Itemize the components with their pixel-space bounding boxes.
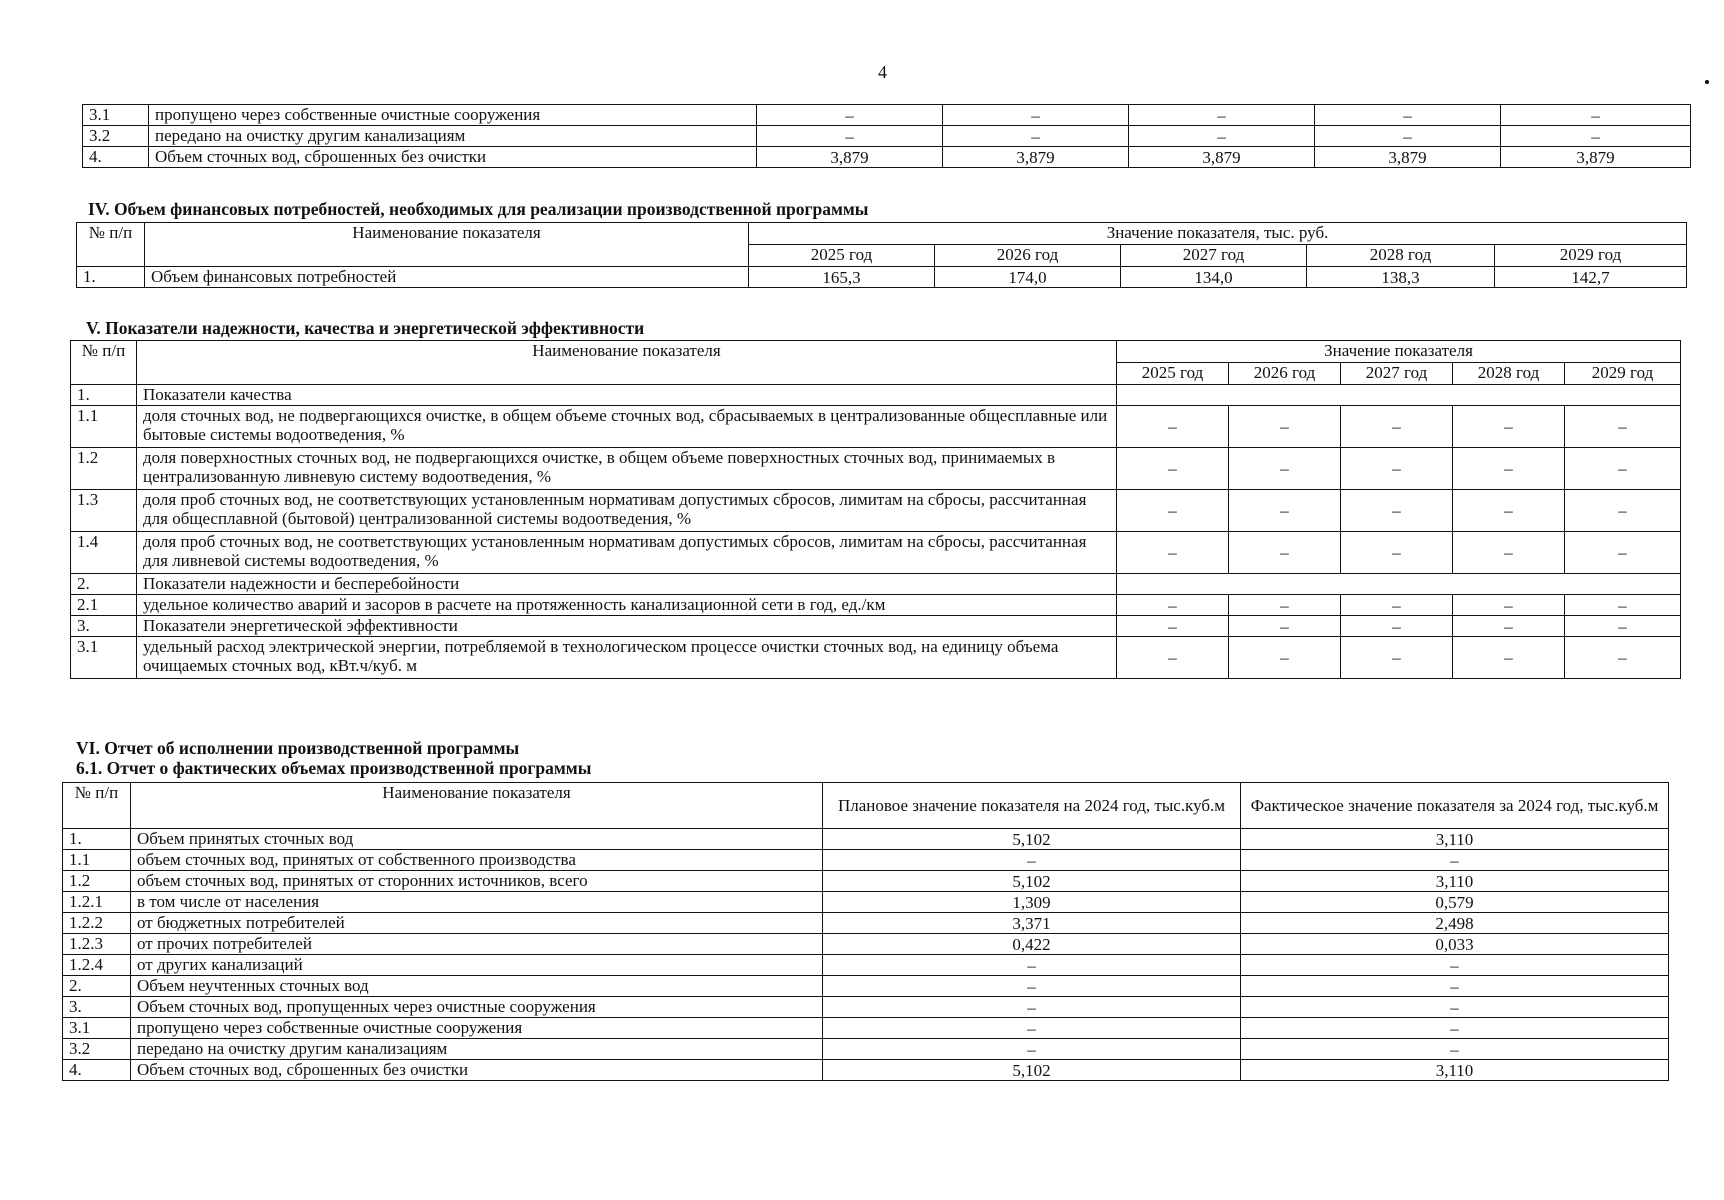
row-value: –	[1565, 616, 1681, 637]
row-name: передано на очистку другим канализациям	[149, 126, 757, 147]
row-value: –	[1453, 448, 1565, 490]
year-header: 2027 год	[1341, 363, 1453, 385]
row-plan-value: 5,102	[823, 1060, 1241, 1081]
row-value: –	[1129, 126, 1315, 147]
row-value: –	[1341, 637, 1453, 679]
row-number: 3.1	[63, 1018, 131, 1039]
row-fact-value: –	[1241, 1018, 1669, 1039]
row-value: –	[1229, 406, 1341, 448]
row-name: доля поверхностных сточных вод, не подвергающихся очистке, в общем объеме поверхностных сточных вод, принимаемых в централизованную ливневую систему водоотведения, %	[137, 448, 1117, 490]
row-number: 1.2.2	[63, 913, 131, 934]
year-header: 2029 год	[1495, 245, 1687, 267]
row-value: –	[1341, 595, 1453, 616]
section6-subtitle: 6.1. Отчет о фактических объемах производственной программы	[76, 758, 592, 778]
row-name: пропущено через собственные очистные сооружения	[149, 105, 757, 126]
row-plan-value: –	[823, 850, 1241, 871]
section5-title: V. Показатели надежности, качества и энергетической эффективности	[86, 318, 645, 338]
year-header: 2027 год	[1121, 245, 1307, 267]
row-value: 3,879	[1501, 147, 1691, 168]
row-value: –	[1229, 448, 1341, 490]
row-value: –	[1501, 126, 1691, 147]
row-name: доля проб сточных вод, не соответствующих установленным нормативам допустимых сбросов, лимитам на сбросы, рассчитанная для общесплавной (бытовой) централизованной системы водоотведения, %	[137, 490, 1117, 532]
table-row	[63, 955, 1669, 976]
row-plan-value: 3,371	[823, 913, 1241, 934]
table-row	[63, 1060, 1669, 1081]
row-value: –	[757, 105, 943, 126]
row-value: 142,7	[1495, 267, 1687, 288]
section6-header-fact: Фактическое значение показателя за 2024 год, тыс.куб.м	[1241, 783, 1669, 829]
row-plan-value: 1,309	[823, 892, 1241, 913]
row-plan-value: –	[823, 1018, 1241, 1039]
table-row	[71, 490, 1681, 532]
row-value: –	[1341, 448, 1453, 490]
row-fact-value: –	[1241, 997, 1669, 1018]
row-number: 2.	[63, 976, 131, 997]
row-name: доля сточных вод, не подвергающихся очистке, в общем объеме сточных вод, сбрасываемых в централизованные общесплавные или бытовые системы водоотведения, %	[137, 406, 1117, 448]
year-header: 2029 год	[1565, 363, 1681, 385]
year-header: 2025 год	[1117, 363, 1229, 385]
row-value: –	[1341, 406, 1453, 448]
section6-header-name: Наименование показателя	[131, 783, 823, 829]
page-number: 4	[878, 62, 887, 82]
row-name: объем сточных вод, принятых от сторонних источников, всего	[131, 871, 823, 892]
empty-cell	[1117, 385, 1681, 406]
row-value: –	[943, 126, 1129, 147]
section5-header-name: Наименование показателя	[137, 341, 1117, 385]
row-value: –	[1117, 406, 1229, 448]
row-name: объем сточных вод, принятых от собственного производства	[131, 850, 823, 871]
row-number: 1.1	[71, 406, 137, 448]
table-row	[63, 871, 1669, 892]
row-number: 2.	[71, 574, 137, 595]
row-name: в том числе от населения	[131, 892, 823, 913]
row-plan-value: –	[823, 976, 1241, 997]
year-header: 2025 год	[749, 245, 935, 267]
row-number: 3.2	[63, 1039, 131, 1060]
row-number: 1.	[71, 385, 137, 406]
row-plan-value: –	[823, 955, 1241, 976]
table-row	[71, 532, 1681, 574]
row-number: 3.1	[83, 105, 149, 126]
table-row	[63, 976, 1669, 997]
row-number: 3.	[71, 616, 137, 637]
section5-table	[70, 340, 1681, 679]
year-header: 2028 год	[1453, 363, 1565, 385]
table-row	[63, 1039, 1669, 1060]
row-plan-value: 5,102	[823, 829, 1241, 850]
row-value: –	[1341, 532, 1453, 574]
table-row	[71, 595, 1681, 616]
table-row	[71, 637, 1681, 679]
row-name: Объем принятых сточных вод	[131, 829, 823, 850]
table-row	[63, 892, 1669, 913]
row-value: –	[1229, 532, 1341, 574]
table-row	[63, 1018, 1669, 1039]
row-number: 2.1	[71, 595, 137, 616]
row-fact-value: 3,110	[1241, 871, 1669, 892]
row-fact-value: 3,110	[1241, 829, 1669, 850]
row-number: 1.3	[71, 490, 137, 532]
row-value: 3,879	[943, 147, 1129, 168]
row-value: 174,0	[935, 267, 1121, 288]
row-number: 1.2	[63, 871, 131, 892]
section4-table	[76, 222, 1687, 288]
row-value: –	[1229, 595, 1341, 616]
row-value: 3,879	[1129, 147, 1315, 168]
row-fact-value: –	[1241, 850, 1669, 871]
table-row	[71, 574, 1681, 595]
row-value: 3,879	[1315, 147, 1501, 168]
section5-header-num: № п/п	[71, 341, 137, 385]
row-fact-value: 0,579	[1241, 892, 1669, 913]
table-row	[71, 616, 1681, 637]
row-value: 3,879	[757, 147, 943, 168]
row-value: –	[1453, 406, 1565, 448]
row-name: Объем неучтенных сточных вод	[131, 976, 823, 997]
row-number: 4.	[83, 147, 149, 168]
row-value: 165,3	[749, 267, 935, 288]
year-header: 2028 год	[1307, 245, 1495, 267]
row-value: –	[1117, 616, 1229, 637]
scan-dot	[1705, 80, 1709, 84]
row-value: –	[1565, 406, 1681, 448]
row-value: –	[1565, 595, 1681, 616]
section6-header-plan: Плановое значение показателя на 2024 год, тыс.куб.м	[823, 783, 1241, 829]
row-name: пропущено через собственные очистные сооружения	[131, 1018, 823, 1039]
row-name: доля проб сточных вод, не соответствующих установленным нормативам допустимых сбросов, лимитам на сбросы, рассчитанная для ливневой системы водоотведения, %	[137, 532, 1117, 574]
year-header: 2026 год	[1229, 363, 1341, 385]
row-number: 1.	[63, 829, 131, 850]
row-value: –	[1117, 448, 1229, 490]
year-header: 2026 год	[935, 245, 1121, 267]
row-value: –	[1341, 490, 1453, 532]
row-number: 3.2	[83, 126, 149, 147]
table-row	[71, 406, 1681, 448]
top-table	[82, 104, 1691, 168]
row-value: –	[1565, 490, 1681, 532]
row-number: 1.2.1	[63, 892, 131, 913]
row-number: 3.1	[71, 637, 137, 679]
row-fact-value: –	[1241, 1039, 1669, 1060]
empty-cell	[1117, 574, 1681, 595]
row-number: 1.2.3	[63, 934, 131, 955]
row-value: –	[1565, 532, 1681, 574]
row-plan-value: 0,422	[823, 934, 1241, 955]
row-name: Показатели надежности и бесперебойности	[137, 574, 1117, 595]
section4-header-num: № п/п	[77, 223, 145, 267]
row-value: –	[1453, 490, 1565, 532]
row-name: Объем сточных вод, пропущенных через очистные сооружения	[131, 997, 823, 1018]
row-value: –	[1129, 105, 1315, 126]
table-row	[63, 850, 1669, 871]
row-name: Объем сточных вод, сброшенных без очистки	[131, 1060, 823, 1081]
row-value: –	[1229, 637, 1341, 679]
section6-table	[62, 782, 1669, 1081]
row-number: 1.2	[71, 448, 137, 490]
row-value: –	[1501, 105, 1691, 126]
row-plan-value: –	[823, 1039, 1241, 1060]
section6-header-num: № п/п	[63, 783, 131, 829]
row-name: от бюджетных потребителей	[131, 913, 823, 934]
row-value: –	[1565, 448, 1681, 490]
row-value: –	[1453, 595, 1565, 616]
row-number: 1.2.4	[63, 955, 131, 976]
row-value: –	[1565, 637, 1681, 679]
row-number: 1.1	[63, 850, 131, 871]
table-row	[63, 997, 1669, 1018]
table-row	[83, 147, 1691, 168]
row-fact-value: 2,498	[1241, 913, 1669, 934]
row-value: –	[1453, 637, 1565, 679]
row-value: –	[1453, 616, 1565, 637]
table-row	[71, 448, 1681, 490]
row-number: 1.4	[71, 532, 137, 574]
section6-title: VI. Отчет об исполнении производственной программы	[76, 738, 520, 758]
row-value: –	[1117, 532, 1229, 574]
table-row	[63, 913, 1669, 934]
row-number: 3.	[63, 997, 131, 1018]
row-name: Объем сточных вод, сброшенных без очистки	[149, 147, 757, 168]
row-name: удельный расход электрической энергии, потребляемой в технологическом процессе очистки сточных вод, на единицу объема очищаемых сточных вод, кВт.ч/куб. м	[137, 637, 1117, 679]
section5-header-value: Значение показателя	[1117, 341, 1681, 363]
row-fact-value: 3,110	[1241, 1060, 1669, 1081]
section4-header-value: Значение показателя, тыс. руб.	[749, 223, 1687, 245]
table-row	[83, 105, 1691, 126]
table-row	[71, 385, 1681, 406]
section4-title: IV. Объем финансовых потребностей, необходимых для реализации производственной программы	[88, 199, 869, 219]
row-plan-value: 5,102	[823, 871, 1241, 892]
row-name: от прочих потребителей	[131, 934, 823, 955]
row-fact-value: 0,033	[1241, 934, 1669, 955]
row-value: –	[1117, 490, 1229, 532]
row-name: Объем финансовых потребностей	[145, 267, 749, 288]
row-value: –	[1315, 105, 1501, 126]
row-name: Показатели качества	[137, 385, 1117, 406]
row-name: Показатели энергетической эффективности	[137, 616, 1117, 637]
row-plan-value: –	[823, 997, 1241, 1018]
row-value: –	[1341, 616, 1453, 637]
row-name: передано на очистку другим канализациям	[131, 1039, 823, 1060]
row-value: –	[1117, 595, 1229, 616]
row-number: 1.	[77, 267, 145, 288]
row-value: 134,0	[1121, 267, 1307, 288]
row-name: от других канализаций	[131, 955, 823, 976]
row-value: –	[1229, 616, 1341, 637]
table-row	[77, 267, 1687, 288]
row-name: удельное количество аварий и засоров в расчете на протяженность канализационной сети в год, ед./км	[137, 595, 1117, 616]
row-number: 4.	[63, 1060, 131, 1081]
row-value: –	[757, 126, 943, 147]
row-value: –	[943, 105, 1129, 126]
row-value: –	[1453, 532, 1565, 574]
row-fact-value: –	[1241, 955, 1669, 976]
table-row	[63, 829, 1669, 850]
table-row	[63, 934, 1669, 955]
row-value: –	[1229, 490, 1341, 532]
row-value: –	[1117, 637, 1229, 679]
row-value: –	[1315, 126, 1501, 147]
row-fact-value: –	[1241, 976, 1669, 997]
row-value: 138,3	[1307, 267, 1495, 288]
table-row	[83, 126, 1691, 147]
section4-header-name: Наименование показателя	[145, 223, 749, 267]
